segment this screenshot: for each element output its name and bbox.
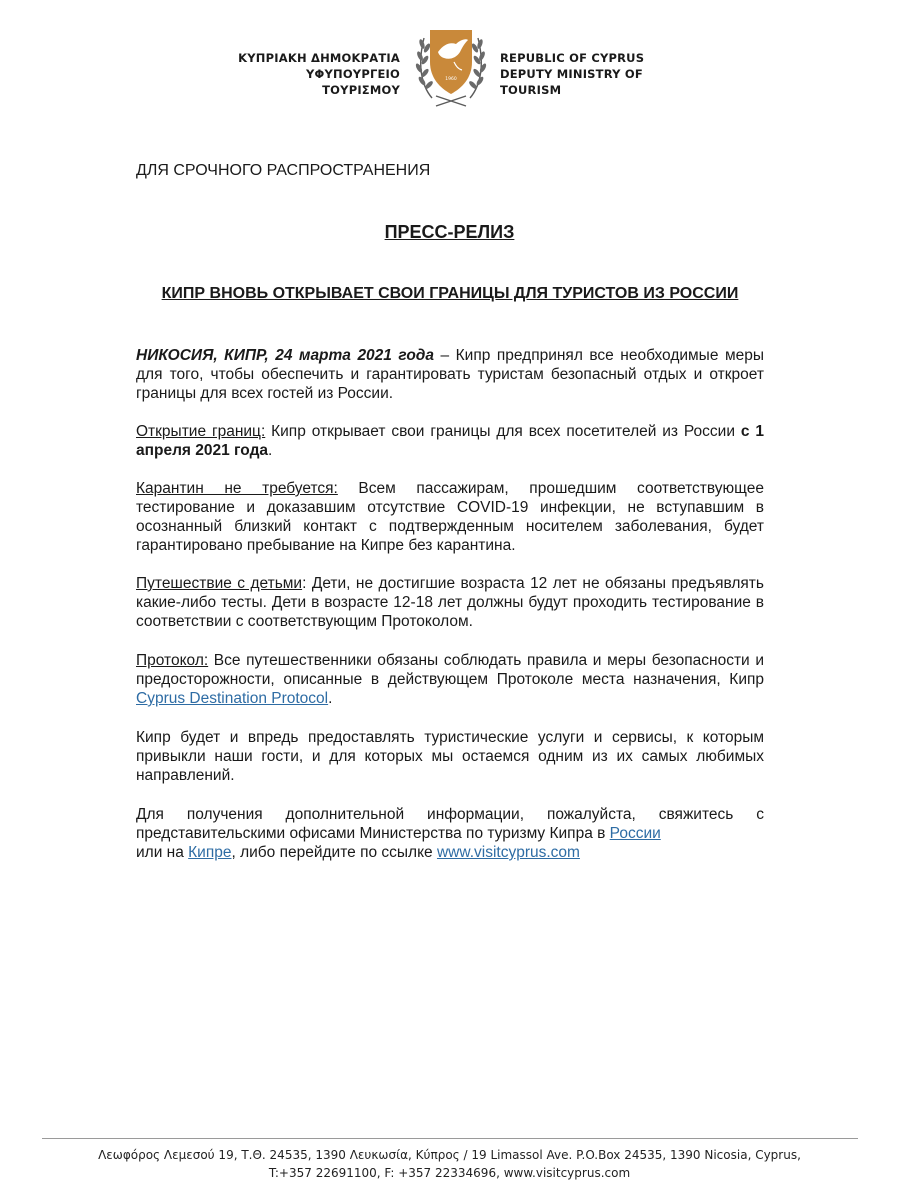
borders-label: Открытие границ: bbox=[136, 423, 266, 440]
letterhead-greek-line2: ΥΦΥΠΟΥΡΓΕΙΟ ΤΟΥΡΙΣΜΟΥ bbox=[305, 67, 400, 97]
letterhead-english-line1: REPUBLIC OF CYPRUS bbox=[500, 51, 645, 65]
contact-text-3: , либо перейдите по ссылке bbox=[231, 844, 437, 861]
borders-text: Кипр открывает свои границы для всех посетителей из России bbox=[265, 423, 741, 440]
protocol-end: . bbox=[328, 690, 333, 707]
letterhead-greek bbox=[230, 50, 400, 98]
letterhead-english bbox=[500, 50, 700, 98]
paragraph-services bbox=[136, 728, 764, 785]
paragraph-borders bbox=[136, 422, 764, 460]
russia-link[interactable]: России bbox=[609, 825, 661, 842]
borders-date: с 1 апреля 2021 года bbox=[136, 423, 764, 459]
services-text: Кипр будет и впредь предоставлять туристические услуги и сервисы, к которым привыкли наши гости, и для которых мы остаемся одним из их самых любимых направлений. bbox=[136, 729, 764, 784]
emblem-year: 1960 bbox=[445, 77, 457, 82]
paragraph-protocol bbox=[136, 651, 764, 708]
borders-end: . bbox=[268, 442, 273, 459]
contact-text-2: или на bbox=[136, 844, 189, 861]
letterhead-english-line2: DEPUTY MINISTRY OF TOURISM bbox=[500, 67, 643, 97]
cyprus-link[interactable]: Кипре bbox=[188, 844, 232, 861]
contact-text-1: Для получения дополнительной информации, пожалуйста, свяжитесь с представительскими офисами Министерства по туризму Кипра в bbox=[136, 806, 764, 842]
protocol-label: Протокол: bbox=[136, 652, 209, 669]
paragraph-contact bbox=[136, 805, 764, 862]
paragraph-children bbox=[136, 574, 764, 631]
protocol-link[interactable]: Cyprus Destination Protocol bbox=[136, 690, 329, 707]
footer-contacts: T:+357 22691100, F: +357 22334696, www.visitcyprus.com bbox=[268, 1166, 631, 1180]
quarantine-label: Карантин не требуется: bbox=[136, 480, 338, 497]
paragraph-intro bbox=[136, 346, 764, 403]
children-label: Путешествие с детьми bbox=[136, 575, 303, 592]
footer-address: Λεωφόρος Λεμεσού 19, Τ.Θ. 24535, 1390 Λευκωσία, Κύπρος / 19 Limassol Ave. P.O.Box 24535, 1390 Nicosia, Cyprus, bbox=[98, 1148, 801, 1162]
visitcyprus-link[interactable]: www.visitcyprus.com bbox=[436, 844, 580, 861]
release-note: ДЛЯ СРОЧНОГО РАСПРОСТРАНЕНИЯ bbox=[136, 162, 431, 179]
intro-text: – Кипр предпринял все необходимые меры для того, чтобы обеспечить и гарантировать туристам безопасный отдых и откроет границы для всех гостей из России. bbox=[136, 347, 764, 402]
protocol-text: Все путешественники обязаны соблюдать правила и меры безопасности и предосторожности, описанные в действующем Протоколе места назначения, Кипр bbox=[136, 652, 764, 688]
dateline: НИКОСИЯ, КИПР, 24 марта 2021 года bbox=[136, 347, 434, 364]
paragraph-quarantine bbox=[136, 479, 764, 555]
headline: КИПР ВНОВЬ ОТКРЫВАЕТ СВОИ ГРАНИЦЫ ДЛЯ ТУРИСТОВ ИЗ РОССИИ bbox=[161, 285, 739, 302]
quarantine-text: Всем пассажирам, прошедшим соответствующее тестирование и доказавшим отсутствие COVID-19 инфекции, не вступавшим в осознанный близкий контакт с подтвержденным носителем заболевания, будет гарантировано пребывание на Кипре без карантина. bbox=[136, 480, 764, 554]
children-text: : Дети, не достигшие возраста 12 лет не обязаны предъявлять какие-либо тесты. Дети в возрасте 12-18 лет должны будут проходить тестирование в соответствии с соответствующим Протоколом. bbox=[136, 575, 764, 630]
letterhead-greek-line1: ΚΥΠΡΙΑΚΗ ΔΗΜΟΚΡΑΤΙΑ bbox=[238, 51, 400, 65]
press-title: ПРЕСС-РЕЛИЗ bbox=[384, 222, 515, 242]
footer-divider bbox=[42, 1138, 858, 1139]
cyprus-coat-of-arms-icon bbox=[410, 22, 492, 108]
letterhead bbox=[0, 18, 899, 108]
footer bbox=[0, 1146, 899, 1182]
